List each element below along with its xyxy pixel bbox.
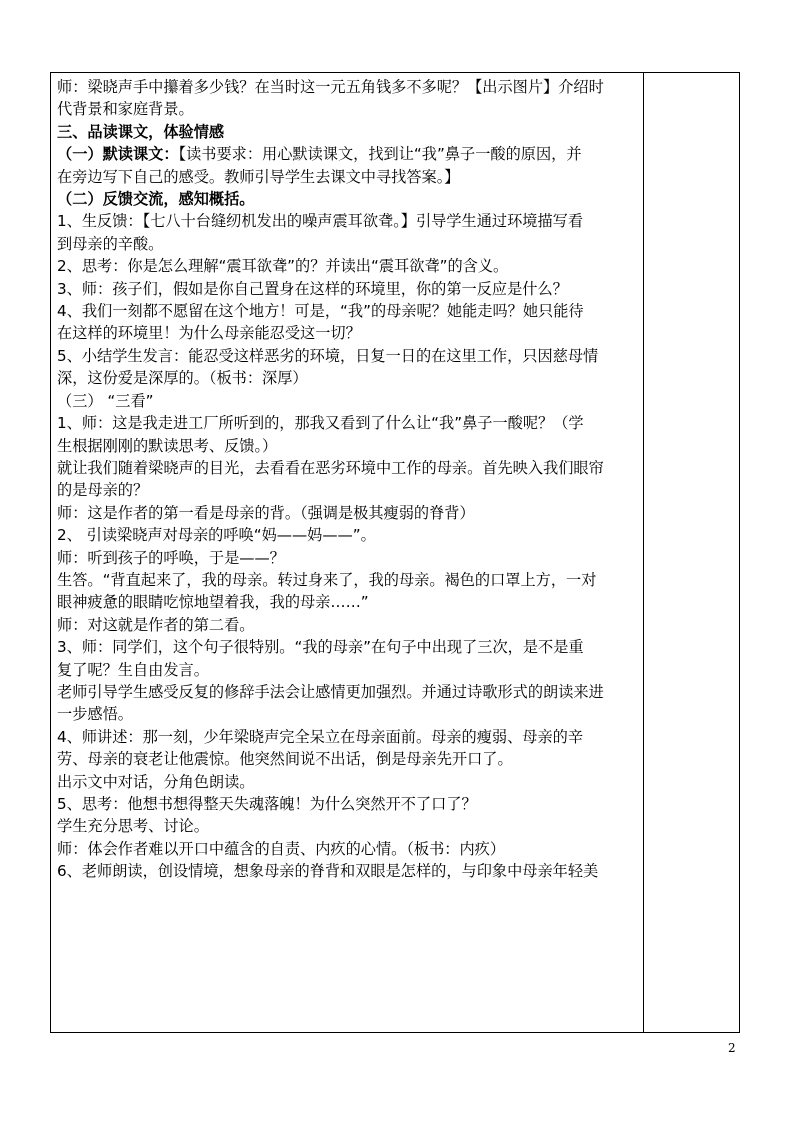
text-line: 老师引导学生感受反复的修辞手法会让感情更加强烈。并通过诗歌形式的朗读来进 <box>57 682 604 701</box>
text-line: 5、思考：他想书想得整天失魂落魄！为什么突然开不了口了？ <box>57 795 477 813</box>
text-line: 的是母亲的？ <box>57 481 149 500</box>
text-line: 师：听到孩子的呼唤，于是——？ <box>57 548 285 567</box>
text-line: 三、品读课文，体验情感 <box>57 122 225 141</box>
text-span: 【读书要求：用心默读课文，找到让“我”鼻子一酸的原因，并 <box>178 145 582 164</box>
text-line: 到母亲的辛酸。 <box>57 234 164 253</box>
text-line: （二）反馈交流，感知概括。 <box>57 190 255 209</box>
text-line: 师：对这就是作者的第二看。 <box>57 615 255 634</box>
text-line: 2、 引读梁晓声对母亲的呼唤“妈——妈——”。 <box>57 526 376 545</box>
text-line: （三） “三看” <box>57 391 154 410</box>
text-line: 3、师：孩子们，假如是你自己置身在这样的环境里，你的第一反应是什么？ <box>57 279 568 298</box>
text-line: 6、老师朗读，创设情境，想象母亲的脊背和双眼是怎样的，与印象中母亲年轻美 <box>57 862 599 881</box>
text-line: 1、生反馈：【七八十台缝纫机发出的噪声震耳欲聋。】引导学生通过环境描写看 <box>57 212 584 231</box>
bold-heading: （一）默读课文： <box>57 145 179 164</box>
text-line: 生答。“背直起来了，我的母亲。转过身来了，我的母亲。褐色的口罩上方，一对 <box>57 570 597 589</box>
lesson-content <box>57 76 635 883</box>
page-number: 2 <box>728 1041 736 1055</box>
text-line: 出示文中对话，分角色朗读。 <box>57 772 255 791</box>
text-line: 4、我们一刻都不愿留在这个地方！可是，“我”的母亲呢？她能走吗？她只能待 <box>57 302 584 321</box>
text-line: 劳、母亲的衰老让他震惊。他突然间说不出话，倒是母亲先开口了。 <box>57 750 513 769</box>
text-line: 在这样的环境里！为什么母亲能忍受这一切？ <box>57 324 361 343</box>
text-line: 眼神疲惫的眼睛吃惊地望着我，我的母亲……” <box>57 593 369 612</box>
text-line: 5、小结学生发言：能忍受这样恶劣的环境，日复一日的在这里工作，只因慈母情 <box>57 346 599 365</box>
text-line: 一步感悟。 <box>57 705 133 724</box>
text-line <box>57 143 635 165</box>
text-line: 在旁边写下自己的感受。教师引导学生去课文中寻找答案。】 <box>57 167 460 186</box>
text-line: 师：这是作者的第一看是母亲的背。（强调是极其瘦弱的脊背） <box>57 503 475 522</box>
table-column-divider <box>643 72 644 1033</box>
text-line: 师：体会作者难以开口中蕴含的自责、内疚的心情。（板书：内疚） <box>57 839 506 858</box>
text-line: 学生充分思考、讨论。 <box>57 817 209 836</box>
text-line: 深，这份爱是深厚的。（板书：深厚） <box>57 369 308 388</box>
text-line: 复了呢？生自由发言。 <box>57 660 209 679</box>
text-line: 代背景和家庭背景。 <box>57 100 194 119</box>
text-line: 就让我们随着梁晓声的目光，去看看在恶劣环境中工作的母亲。首先映入我们眼帘 <box>57 458 604 477</box>
text-line: 2、思考：你是怎么理解“震耳欲聋”的？并读出“震耳欲聋”的含义。 <box>57 257 509 276</box>
text-line: 1、师：这是我走进工厂所听到的，那我又看到了什么让“我”鼻子一酸呢？（学 <box>57 414 584 433</box>
text-line: 3、师：同学们，这个句子很特别。“我的母亲”在句子中出现了三次，是不是重 <box>57 638 584 657</box>
text-line: 4、师讲述：那一刻，少年梁晓声完全呆立在母亲面前。母亲的瘦弱、母亲的辛 <box>57 727 584 746</box>
text-line: 生根据刚刚的默读思考、反馈。） <box>57 436 278 455</box>
text-line: 师：梁晓声手中攥着多少钱？在当时这一元五角钱多不多呢？【出示图片】介绍时 <box>57 78 604 96</box>
